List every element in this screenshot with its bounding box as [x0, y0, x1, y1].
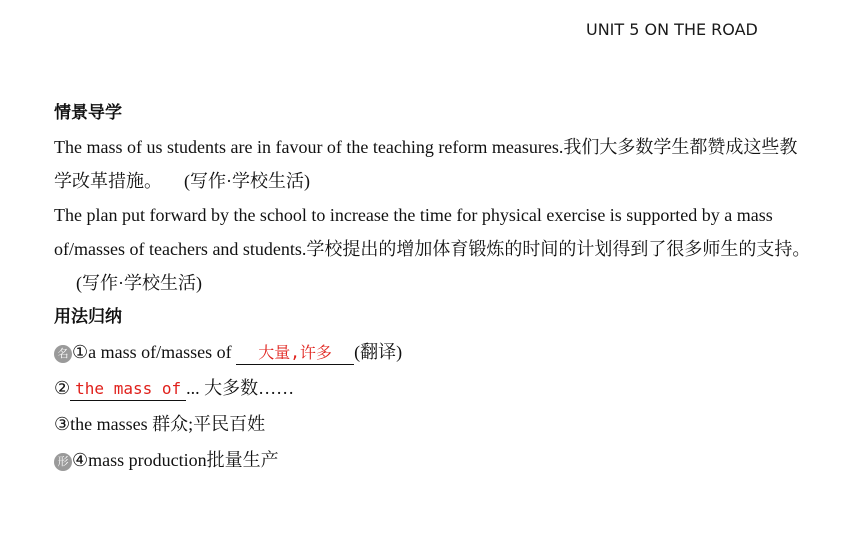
usage-item-1-number: ①	[72, 342, 89, 362]
usage-item-4-number: ④	[72, 450, 89, 470]
noun-badge-icon: 名	[54, 345, 72, 363]
answer-blank-2-text: the mass of	[75, 379, 182, 398]
lesson-content	[54, 96, 814, 478]
example-sentence-1-note: (写作·学校生活)	[184, 171, 310, 191]
adjective-badge-icon: 形	[54, 453, 72, 471]
usage-item-3	[54, 406, 814, 442]
answer-blank-1	[236, 341, 354, 365]
usage-item-1-suffix: (翻译)	[354, 342, 403, 362]
usage-item-1-prefix: a mass of/masses of	[88, 342, 237, 362]
example-sentence-1-text: The mass of us students are in favour of the teaching reform measures.我们大多数学生都赞成这些教学改革措施。	[54, 137, 798, 191]
section-title-usage: 用法归纳	[54, 307, 122, 327]
usage-item-4-text: mass production批量生产	[88, 450, 279, 470]
usage-item-4	[54, 442, 814, 478]
usage-item-1	[54, 334, 814, 370]
example-sentence-2-text: The plan put forward by the school to increase the time for physical exercise is supported by a mass of/masses of teachers and students.学校提出的增加体育锻炼的时间的计划得到了很多师生的支持。	[54, 205, 811, 259]
section-title-scenario: 情景导学	[54, 103, 122, 123]
usage-item-3-number: ③	[54, 414, 71, 434]
answer-blank-1-text: 大量,许多	[258, 343, 332, 362]
usage-item-2-suffix: ... 大多数……	[186, 378, 295, 398]
example-sentence-2-note: (写作·学校生活)	[76, 273, 202, 293]
usage-item-2	[54, 370, 814, 406]
example-sentence-1	[54, 130, 814, 198]
answer-blank-2	[70, 377, 186, 401]
example-sentence-2	[54, 198, 814, 300]
usage-item-2-number: ②	[54, 378, 71, 398]
unit-header: UNIT 5 ON THE ROAD	[586, 20, 758, 39]
usage-item-3-text: the masses 群众;平民百姓	[70, 414, 266, 434]
